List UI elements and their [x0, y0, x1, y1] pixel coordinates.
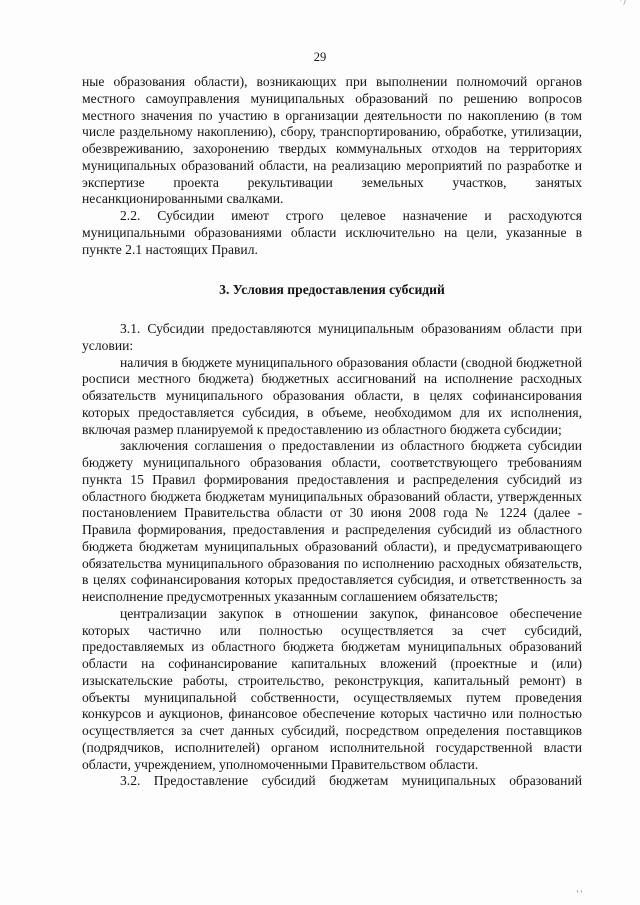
paragraph-condition-procurement: централизации закупок в отношении закупок, финансовое обеспечение которых частично или полностью осуществляется за счет субсидий, предоставляемых из областного бюджета бюджетам муниципальных образований области на софинансирование капитальных вложений (проектные и (или) изыскательские работы, строительство, реконструкция, капитальный ремонт) в объекты муниципальной собственности, осуществляемых путем проведения конкурсов и аукционов, финансовое обеспечение которых частично или полностью осуществляется за счет данных субсидий, посредством определения поставщиков (подрядчиков, исполнителей) органом исполнительной государственной власти области, учреждением, уполномоченными Правительством области. [82, 605, 582, 772]
section-heading: 3. Условия предоставления субсидий [219, 282, 445, 298]
paragraph-condition-budget: наличия в бюджете муниципального образования области (сводной бюджетной росписи местного бюджета) бюджетных ассигнований на исполнение расходных обязательств муниципального образования области, в целях софинансирования которых предоставляется субсидия, в объеме, необходимом для их исполнения, включая размер планируемой к предоставлению из областного бюджета субсидии; [82, 354, 582, 437]
paragraph-3-2: 3.2. Предоставление субсидий бюджетам муниципальных образований [120, 773, 582, 789]
page-number: 29 [313, 50, 327, 64]
scan-mark-bottom-right: ' ' [576, 889, 582, 899]
document-body [82, 74, 582, 790]
paragraph-3-1: 3.1. Субсидии предоставляются муниципальным образованиям области при условии: [82, 321, 582, 353]
scan-mark-top-right: ' / [619, 0, 626, 7]
paragraph-continuation: ные образования области), возникающих при выполнении полномочий органов местного самоуправления муниципальных образований по решению вопросов местного значения по участию в организации деятельности по накоплению (в том числе раздельному накоплению), сбору, транспортированию, обработке, утилизации, обезвреживанию, захоронению твердых коммунальных отходов на территориях муниципальных образований области, на реализацию мероприятий по разработке и экспертизе проекта рекультивации земельных участков, занятых несанкционированными свалками. [82, 74, 582, 207]
paragraph-condition-agreement: заключения соглашения о предоставлении из областного бюджета субсидии бюджету муниципального образования области, соответствующего требованиям пункта 15 Правил формирования предоставления и распределения субсидий из областного бюджета бюджетам муниципальных образований области, утвержденных постановлением Правительства области от 30 июня 2008 года № 1224 (далее - Правила формирования, предоставления и распределения субсидий из областного бюджета бюджетам муниципальных образований области), и предусматривающего обязательства муниципального образования по исполнению расходных обязательств, в целях софинансирования которых предоставляется субсидия, и ответственность за неисполнение предусмотренных указанным соглашением обязательств; [82, 438, 582, 604]
paragraph-2-2: 2.2. Субсидии имеют строго целевое назначение и расходуются муниципальными образованиями области исключительно на цели, указанные в пункте 2.1 настоящих Правил. [82, 208, 582, 257]
